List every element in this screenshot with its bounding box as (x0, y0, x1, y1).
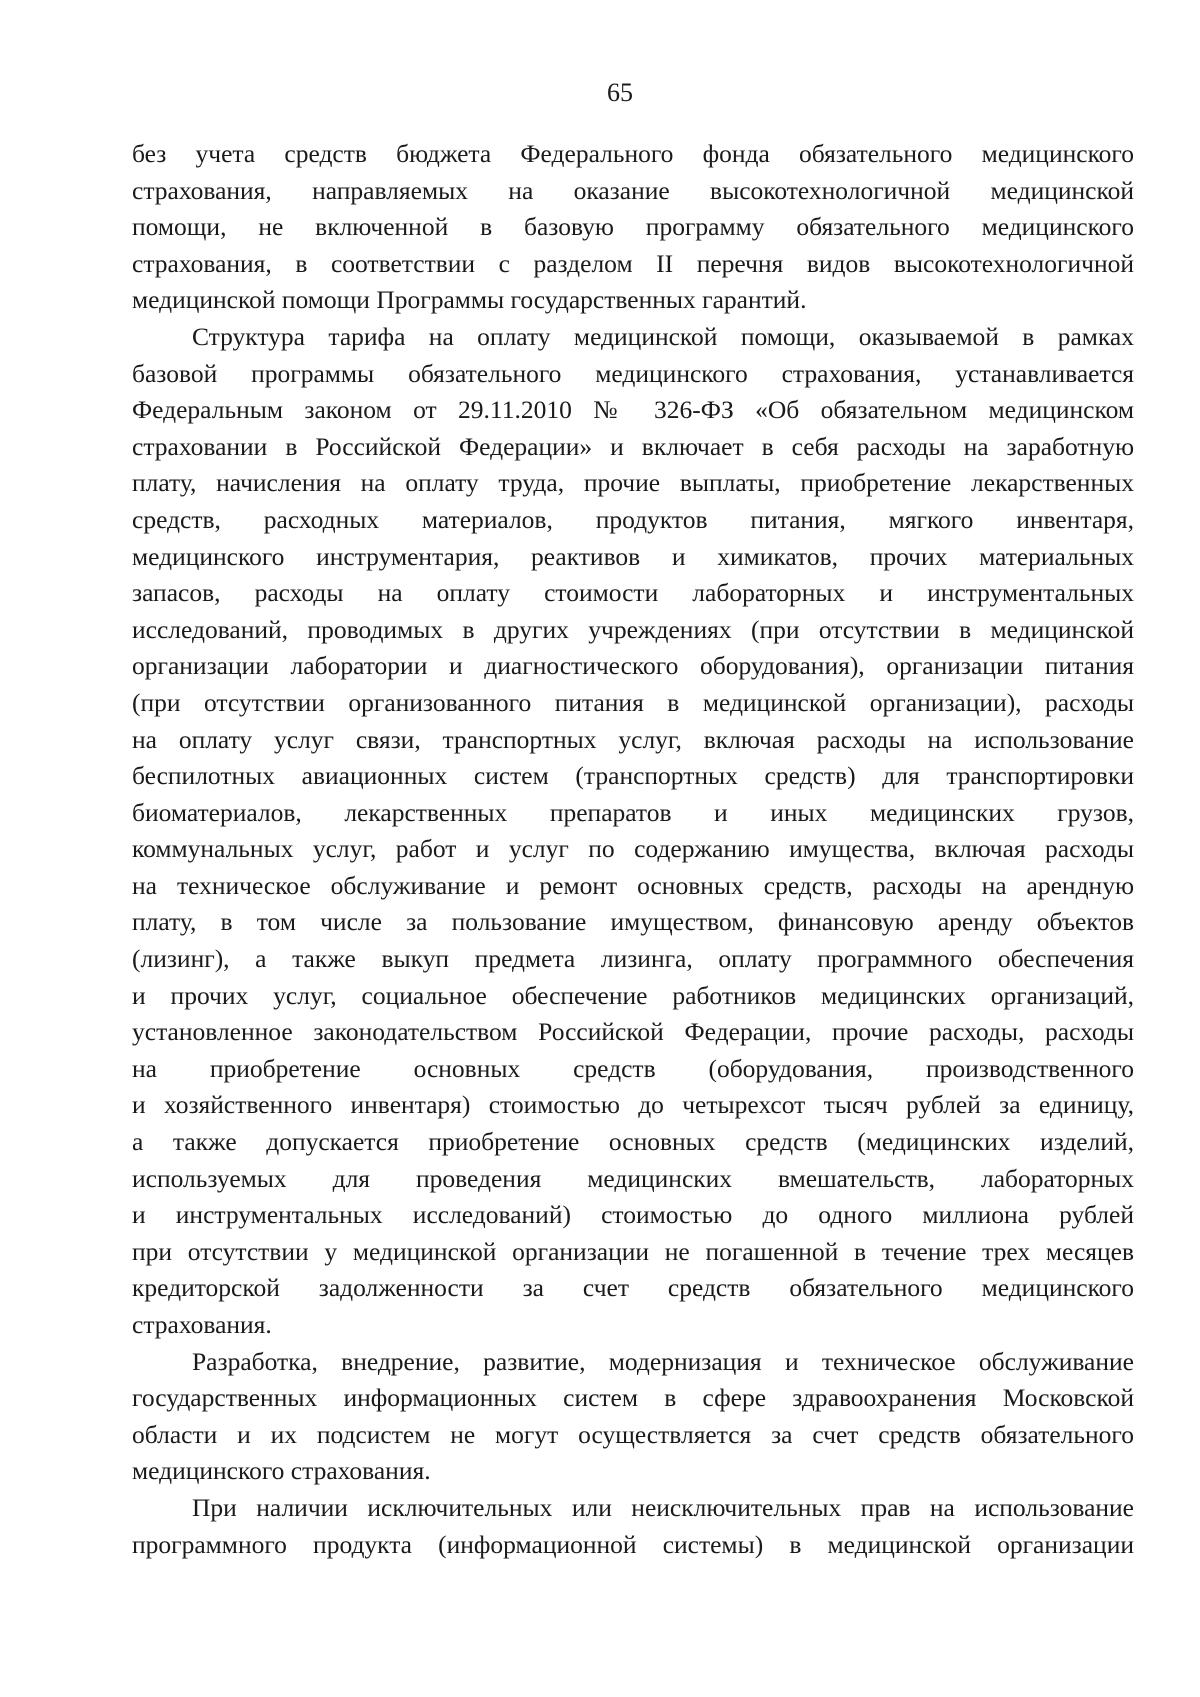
text-line: исследований, проводимых в других учреждениях (при отсутствии в медицинской (132, 614, 1134, 644)
text-line: и прочих услуг, социальное обеспечение работников медицинских организаций, (132, 980, 1134, 1010)
paragraph-exclusive-rights (132, 1490, 1134, 1563)
text-line: и инструментальных исследований) стоимостью до одного миллиона рублей (132, 1200, 1134, 1230)
text-line: а также допускается приобретение основных средств (медицинских изделий, (132, 1127, 1134, 1157)
text-line: медицинского инструментария, реактивов и химикатов, прочих материальных (132, 541, 1134, 571)
paragraph-tariff-structure (132, 319, 1134, 1344)
text-line: (при отсутствии организованного питания в медицинской организации), расходы (132, 687, 1134, 717)
text-line: запасов, расходы на оплату стоимости лабораторных и инструментальных (132, 578, 1134, 608)
text-line: медицинской помощи Программы государственных гарантий. (132, 285, 807, 315)
paragraph-information-systems (132, 1344, 1134, 1490)
text-line: Разработка, внедрение, развитие, модернизация и техническое обслуживание (192, 1346, 1134, 1376)
text-line: страхования. (132, 1310, 272, 1339)
text-line: на оплату услуг связи, транспортных услуг, включая расходы на использование (132, 724, 1134, 754)
text-line: области и их подсистем не могут осуществляется за счет средств обязательного (132, 1419, 1134, 1449)
text-line: страхования, в соответствии с разделом II перечня видов высокотехнологичной (132, 248, 1134, 278)
text-line: страхования, направляемых на оказание высокотехнологичной медицинской (132, 175, 1134, 205)
text-line: (лизинг), а также выкуп предмета лизинга, оплату программного обеспечения (132, 944, 1134, 974)
text-line: базовой программы обязательного медицинского страхования, устанавливается (132, 358, 1134, 388)
text-line: плату, начисления на оплату труда, прочие выплаты, приобретение лекарственных (132, 468, 1134, 498)
text-line: плату, в том числе за пользование имуществом, финансовую аренду объектов (132, 907, 1134, 937)
text-line: биоматериалов, лекарственных препаратов и иных медицинских грузов, (132, 797, 1134, 827)
text-line: медицинского страхования. (132, 1456, 431, 1486)
text-line: беспилотных авиационных систем (транспортных средств) для транспортировки (132, 761, 1134, 791)
text-line: кредиторской задолженности за счет средств обязательного медицинского (132, 1273, 1134, 1303)
text-line: Структура тарифа на оплату медицинской помощи, оказываемой в рамках (192, 321, 1134, 351)
text-line: государственных информационных систем в сфере здравоохранения Московской (132, 1383, 1134, 1413)
text-line: при отсутствии у медицинской организации не погашенной в течение трех месяцев (132, 1236, 1134, 1266)
page-number: 65 (607, 78, 633, 107)
document-body (132, 136, 1134, 1563)
text-line: программного продукта (информационной системы) в медицинской организации (132, 1529, 1134, 1559)
text-line: используемых для проведения медицинских вмешательств, лабораторных (132, 1163, 1134, 1193)
text-line: установленное законодательством Российской Федерации, прочие расходы, расходы (132, 1017, 1134, 1047)
text-line: на приобретение основных средств (оборудования, производственного (132, 1053, 1134, 1083)
text-line: коммунальных услуг, работ и услуг по содержанию имущества, включая расходы (132, 834, 1134, 864)
text-line: При наличии исключительных или неисключительных прав на использование (192, 1492, 1134, 1522)
text-line: помощи, не включенной в базовую программу обязательного медицинского (132, 212, 1134, 242)
text-line: страховании в Российской Федерации» и включает в себя расходы на заработную (132, 431, 1134, 461)
text-line: на техническое обслуживание и ремонт основных средств, расходы на арендную (132, 870, 1134, 900)
text-line: и хозяйственного инвентаря) стоимостью до четырехсот тысяч рублей за единицу, (132, 1090, 1134, 1120)
text-line: без учета средств бюджета Федерального фонда обязательного медицинского (132, 139, 1134, 168)
text-line: Федеральным законом от 29.11.2010 № 326-ФЗ «Об обязательном медицинском (132, 395, 1134, 425)
text-line: средств, расходных материалов, продуктов питания, мягкого инвентаря, (132, 504, 1134, 534)
paragraph-continuation (132, 136, 1134, 319)
text-line: организации лаборатории и диагностического оборудования), организации питания (132, 651, 1134, 681)
